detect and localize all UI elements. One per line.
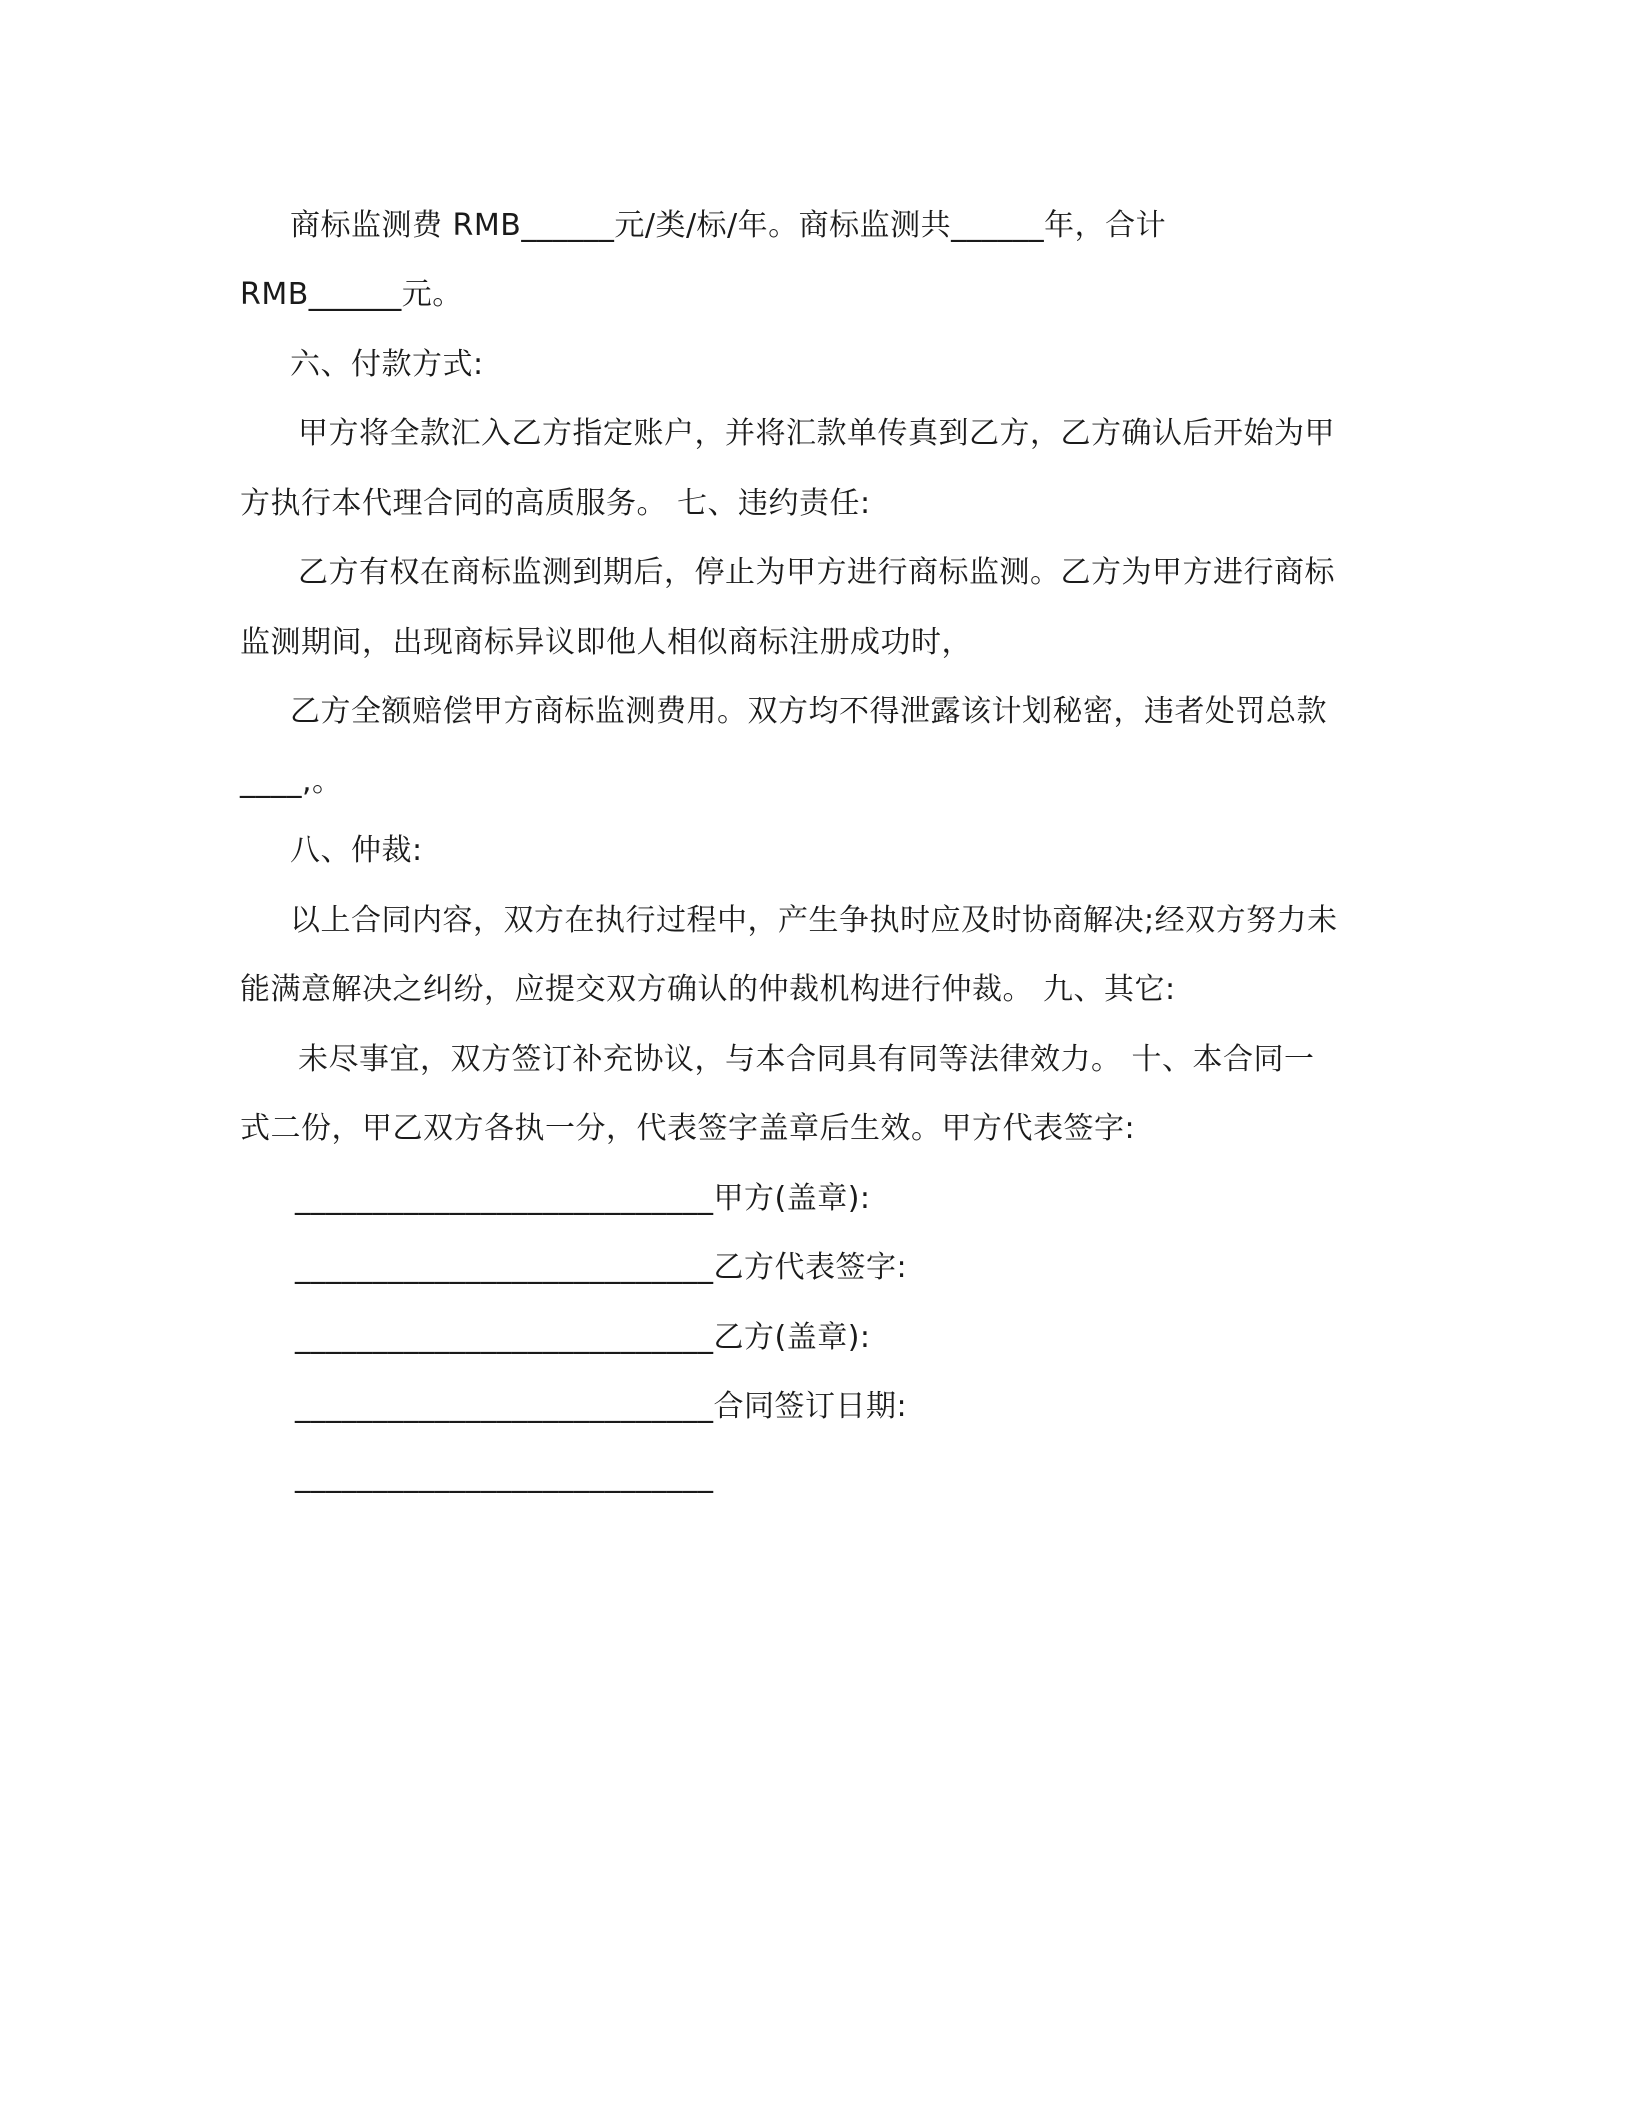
section-6-heading: 六、付款方式:	[290, 347, 484, 382]
breach-line-3: 乙方全额赔偿甲方商标监测费用。双方均不得泄露该计划秘密，违者处罚总款	[290, 694, 1327, 729]
arbitration-line-2: 能满意解决之纠纷，应提交双方确认的仲裁机构进行仲裁。 九、其它:	[240, 972, 1176, 1007]
fee-line-2: RMB______元。	[240, 277, 463, 312]
fee-line-1: 商标监测费 RMB______元/类/标/年。商标监测共______年，合计	[290, 208, 1167, 243]
payment-line-1: 甲方将全款汇入乙方指定账户，并将汇款单传真到乙方，乙方确认后开始为甲	[298, 416, 1335, 451]
signature-line-party-b-rep: ___________________________乙方代表签字:	[295, 1250, 908, 1285]
other-line-2: 式二份，甲乙双方各执一分，代表签字盖章后生效。甲方代表签字:	[240, 1111, 1136, 1146]
signature-line-party-a-seal: ___________________________甲方(盖章):	[295, 1181, 871, 1216]
section-8-heading: 八、仲裁:	[290, 833, 423, 868]
signature-line-contract-date: ___________________________合同签订日期:	[295, 1389, 908, 1424]
other-line-1: 未尽事宜，双方签订补充协议，与本合同具有同等法律效力。 十、本合同一	[298, 1042, 1315, 1077]
signature-line-final: ___________________________	[295, 1459, 714, 1494]
breach-line-1: 乙方有权在商标监测到期后，停止为甲方进行商标监测。乙方为甲方进行商标	[298, 555, 1335, 590]
breach-line-2: 监测期间，出现商标异议即他人相似商标注册成功时，	[240, 625, 972, 660]
payment-line-2: 方执行本代理合同的高质服务。 七、违约责任:	[240, 486, 871, 521]
signature-line-party-b-seal: ___________________________乙方(盖章):	[295, 1320, 871, 1355]
breach-line-4: ____,。	[240, 764, 343, 799]
arbitration-line-1: 以上合同内容，双方在执行过程中，产生争执时应及时协商解决;经双方努力未	[290, 903, 1338, 938]
